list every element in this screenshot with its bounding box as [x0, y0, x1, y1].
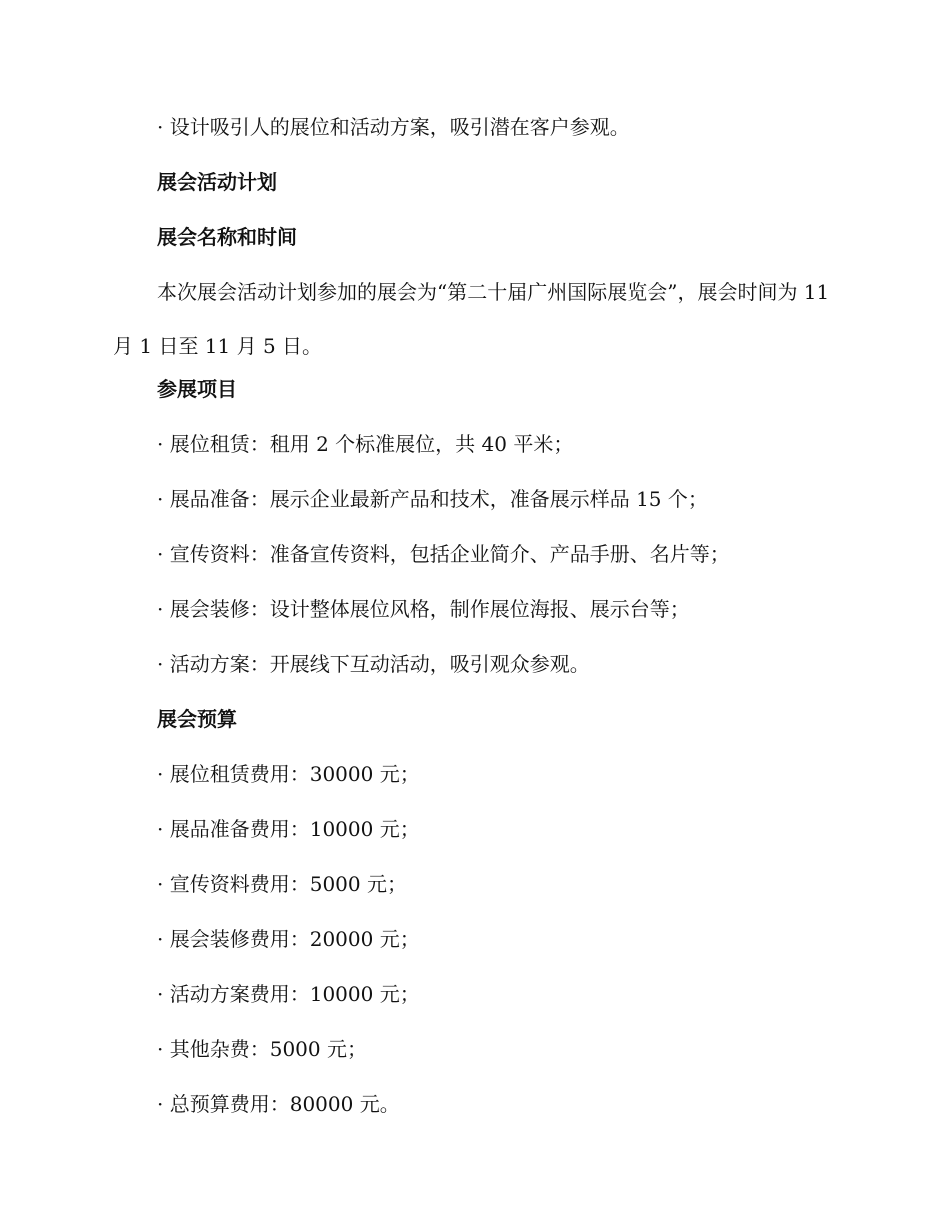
paragraph-exhibition-intro: 本次展会活动计划参加的展会为“第二十届广州国际展览会”，展会时间为 11 月 1 日至 11 月 5 日。 — [113, 280, 830, 358]
heading-exhibition-budget: 展会预算 — [157, 707, 237, 731]
bullet-booth-decoration: · 展会装修：设计整体展位风格，制作展位海报、展示台等； — [157, 597, 690, 621]
bullet-exhibit-prep: · 展品准备：展示企业最新产品和技术，准备展示样品 15 个； — [157, 487, 708, 511]
budget-promo-materials: · 宣传资料费用：5000 元； — [157, 872, 407, 896]
heading-exhibition-name-time: 展会名称和时间 — [157, 225, 297, 249]
bullet-activity-plan: · 活动方案：开展线下互动活动，吸引观众参观。 — [157, 652, 590, 676]
budget-total: · 总预算费用：80000 元。 — [157, 1092, 400, 1116]
heading-exhibit-items: 参展项目 — [157, 377, 237, 401]
bullet-booth-rental: · 展位租赁：租用 2 个标准展位，共 40 平米； — [157, 432, 574, 456]
bullet-promo-materials: · 宣传资料：准备宣传资料，包括企业简介、产品手册、名片等； — [157, 542, 730, 566]
budget-exhibit-prep: · 展品准备费用：10000 元； — [157, 817, 420, 841]
budget-booth-decoration: · 展会装修费用：20000 元； — [157, 927, 420, 951]
budget-misc: · 其他杂费：5000 元； — [157, 1037, 367, 1061]
heading-exhibition-plan: 展会活动计划 — [157, 170, 277, 194]
budget-activity-plan: · 活动方案费用：10000 元； — [157, 982, 420, 1006]
bullet-design-booth: · 设计吸引人的展位和活动方案，吸引潜在客户参观。 — [157, 115, 630, 139]
budget-booth-rental: · 展位租赁费用：30000 元； — [157, 762, 420, 786]
